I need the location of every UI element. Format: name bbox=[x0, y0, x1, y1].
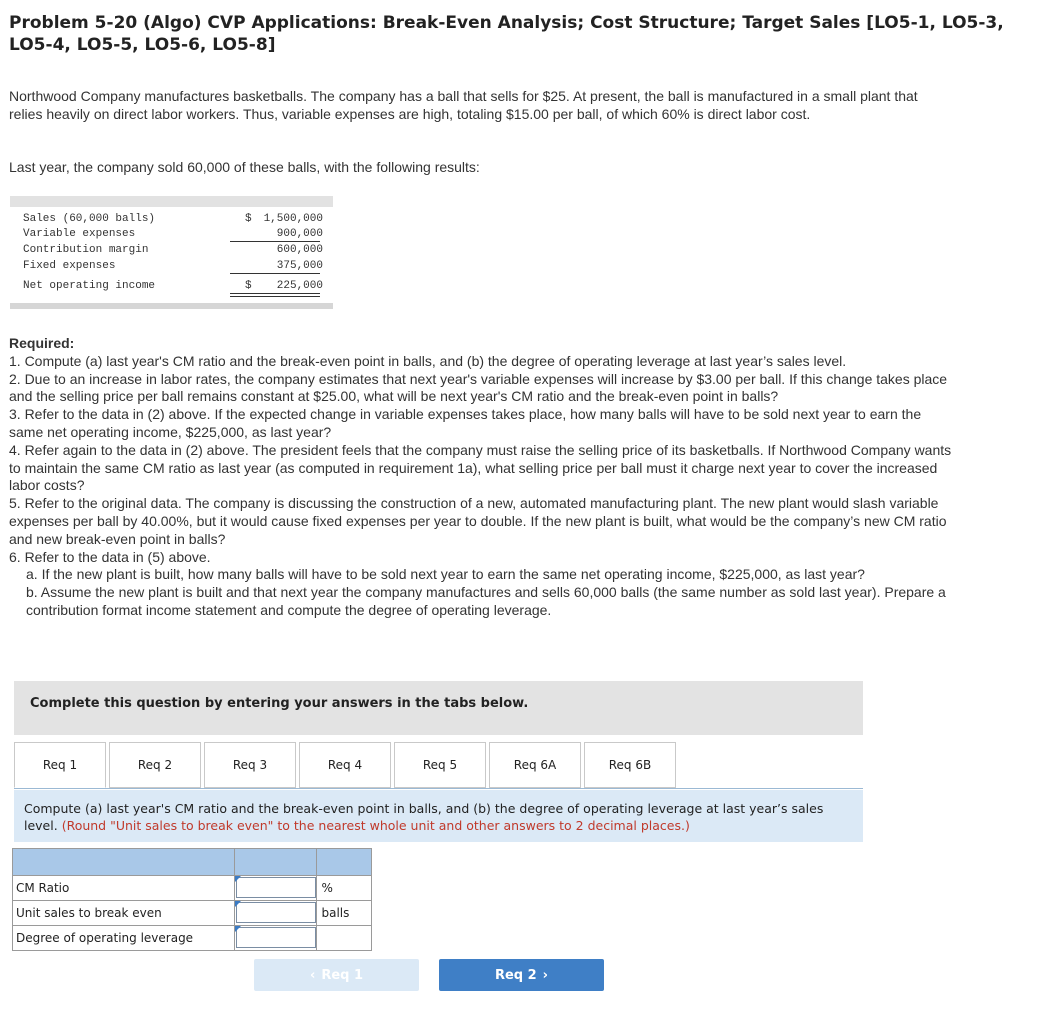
statement-dollar: $ bbox=[245, 280, 252, 292]
tab-req-4[interactable]: Req 4 bbox=[299, 742, 391, 788]
statement-label: Sales (60,000 balls) bbox=[23, 213, 156, 225]
answer-row bbox=[13, 901, 372, 926]
tab-req-1[interactable]: Req 1 bbox=[14, 742, 106, 788]
answer-unit bbox=[317, 926, 372, 951]
banner-text: Complete this question by entering your answers in the tabs below. bbox=[30, 696, 529, 711]
answer-header-row bbox=[13, 849, 372, 876]
last-year-paragraph: Last year, the company sold 60,000 of these balls, with the following results: bbox=[9, 159, 480, 175]
underline bbox=[230, 273, 320, 274]
problem-title: Problem 5-20 (Algo) CVP Applications: Break-Even Analysis; Cost Structure; Target Sales [LO5-1, LO5-3, LO5-4, LO5-5, LO5-6, LO5-8] bbox=[9, 13, 1004, 55]
statement-label: Variable expenses bbox=[23, 228, 136, 240]
required-section bbox=[9, 335, 954, 620]
requirement-item: 3. Refer to the data in (2) above. If the expected change in variable expenses takes place, how many balls will have to be sold next year to earn the same net operating income, $225,000, as last year? bbox=[9, 406, 922, 440]
tabs-baseline bbox=[14, 788, 863, 789]
requirement-item: 2. Due to an increase in labor rates, the company estimates that next year's variable expenses will increase by $3.00 per ball. If this change takes place and the selling price per ball remains constant at $25.00, what will be next year's CM ratio and the break-even point in balls? bbox=[9, 370, 948, 405]
next-button-label: Req 2 bbox=[494, 967, 537, 983]
statement-value: 375,000 bbox=[276, 260, 323, 272]
operating-leverage-input[interactable] bbox=[236, 927, 316, 948]
double-underline bbox=[230, 293, 320, 297]
tab-req-6a[interactable]: Req 6A bbox=[489, 742, 581, 788]
statement-bottom-band bbox=[10, 303, 333, 309]
income-statement bbox=[10, 196, 333, 310]
tab-req-2[interactable]: Req 2 bbox=[109, 742, 201, 788]
answer-unit: % bbox=[317, 876, 372, 901]
cm-ratio-input[interactable] bbox=[236, 877, 316, 898]
answer-table bbox=[12, 848, 372, 951]
answer-row bbox=[13, 926, 372, 951]
rounding-note: (Round "Unit sales to break even" to the nearest whole unit and other answers to 2 decimal places.) bbox=[61, 818, 690, 833]
instruction-main: Compute (a) last year's CM ratio and the break-even point in balls, and (b) the degree of operating leverage at last year’s sales level. bbox=[24, 801, 824, 833]
requirement-subitem: b. Assume the new plant is built and that next year the company manufactures and sells 60,000 balls (the same number as sold last year). Prepare a contribution format income statement and compute the degree of operating leverage. bbox=[26, 584, 946, 618]
statement-value: 600,000 bbox=[276, 244, 323, 256]
requirement-item: 5. Refer to the original data. The company is discussing the construction of a new, automated manufacturing plant. The new plant would slash variable expenses per ball by 40.00%, but it would cause fixed expenses per year to double. If the new plant is built, what would be the company’s new CM ratio and new break-even point in balls? bbox=[9, 495, 947, 547]
input-flag-icon bbox=[235, 926, 241, 932]
answer-cell bbox=[235, 901, 317, 926]
question-instruction bbox=[14, 790, 863, 842]
requirement-item: 6. Refer to the data in (5) above. bbox=[9, 548, 211, 565]
prev-button-label: Req 1 bbox=[321, 967, 364, 983]
statement-label: Net operating income bbox=[23, 280, 156, 292]
answer-unit: balls bbox=[317, 901, 372, 926]
answer-label: Unit sales to break even bbox=[13, 901, 235, 926]
header-cell bbox=[317, 849, 372, 876]
input-flag-icon bbox=[235, 876, 241, 882]
statement-value: 1,500,000 bbox=[263, 213, 323, 225]
answer-label: CM Ratio bbox=[13, 876, 235, 901]
chevron-left-icon: ‹ bbox=[309, 967, 316, 983]
required-heading: Required: bbox=[9, 335, 75, 351]
instruction-text bbox=[24, 800, 849, 834]
statement-dollar: $ bbox=[245, 213, 252, 225]
statement-top-band bbox=[10, 196, 333, 207]
answer-row bbox=[13, 876, 372, 901]
break-even-units-input[interactable] bbox=[236, 902, 316, 923]
header-cell bbox=[235, 849, 317, 876]
requirement-item: 1. Compute (a) last year's CM ratio and the break-even point in balls, and (b) the degree of operating leverage at last year’s sales level. bbox=[9, 352, 847, 369]
answer-label: Degree of operating leverage bbox=[13, 926, 235, 951]
statement-value: 900,000 bbox=[276, 228, 323, 240]
statement-value: 225,000 bbox=[276, 280, 323, 292]
answer-cell bbox=[235, 876, 317, 901]
underline bbox=[230, 241, 320, 242]
tab-req-6b[interactable]: Req 6B bbox=[584, 742, 676, 788]
statement-row bbox=[23, 213, 333, 228]
tab-req-5[interactable]: Req 5 bbox=[394, 742, 486, 788]
next-req-button[interactable] bbox=[439, 959, 604, 991]
tab-req-3[interactable]: Req 3 bbox=[204, 742, 296, 788]
statement-label: Fixed expenses bbox=[23, 260, 116, 272]
intro-paragraph: Northwood Company manufactures basketballs. The company has a ball that sells for $25. At present, the ball is manufactured in a small plant that relies heavily on direct labor workers. Thus, variable expenses are high, totaling $15.00 per ball, of which 60% is direct labor cost. bbox=[9, 88, 918, 122]
chevron-right-icon: › bbox=[542, 967, 549, 983]
header-cell bbox=[13, 849, 235, 876]
requirement-item: 4. Refer again to the data in (2) above. The president feels that the company must raise the selling price of its basketballs. If Northwood Company wants to maintain the same CM ratio as last year (as computed in requirement 1a), what selling price per ball must it charge next year to cover the increased labor costs? bbox=[9, 441, 952, 494]
input-flag-icon bbox=[235, 901, 241, 907]
prev-req-button[interactable] bbox=[254, 959, 419, 991]
statement-label: Contribution margin bbox=[23, 244, 149, 256]
instructions-banner bbox=[14, 681, 863, 735]
requirement-subitem: a. If the new plant is built, how many balls will have to be sold next year to earn the same net operating income, $225,000, as last year? bbox=[26, 566, 865, 583]
statement-row bbox=[23, 244, 333, 259]
requirement-tabs bbox=[14, 742, 863, 790]
answer-cell bbox=[235, 926, 317, 951]
